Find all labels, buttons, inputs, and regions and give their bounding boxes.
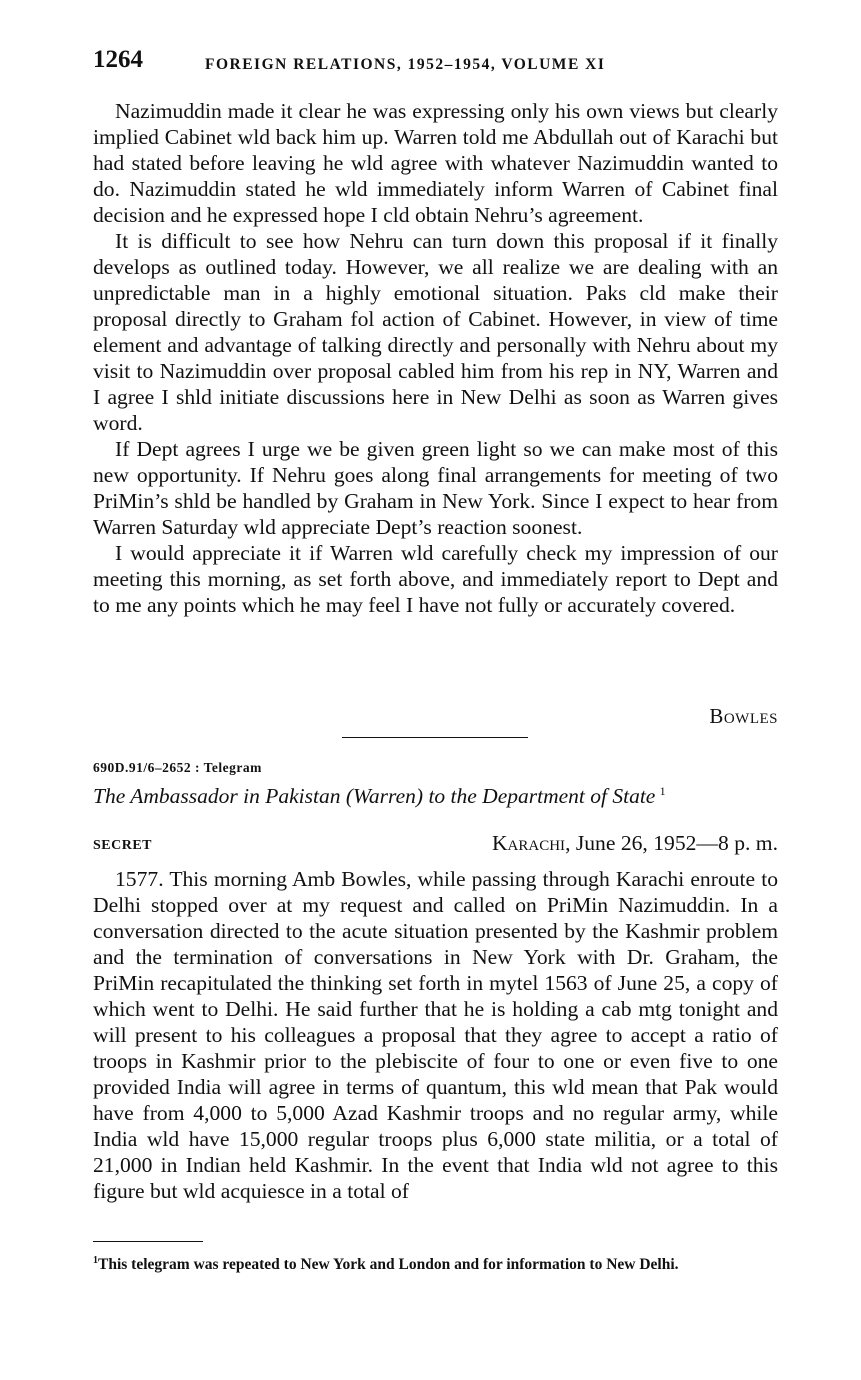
dateline-date: , June 26, 1952—8 p. m. xyxy=(565,831,778,855)
footnote-text: This telegram was repeated to New York and London and for information to New Delhi. xyxy=(98,1256,679,1274)
telegram-body xyxy=(93,866,778,1204)
footnote-marker: 1 xyxy=(659,784,666,798)
footnote xyxy=(93,1251,778,1275)
document-title-text: The Ambassador in Pakistan (Warren) to the Department of State xyxy=(93,784,656,809)
running-head: FOREIGN RELATIONS, 1952–1954, VOLUME XI xyxy=(205,56,606,73)
document-separator xyxy=(342,737,528,738)
document-body-continued xyxy=(93,98,778,618)
footnote-rule xyxy=(93,1241,203,1242)
page-number: 1264 xyxy=(93,46,143,73)
document-title xyxy=(93,784,778,809)
body-paragraph: It is difficult to see how Nehru can turn down this proposal if it finally develops as outlined today. However, we all realize we are dealing with an unpredictable man in a highly emotional situation. Paks cld make their proposal directly to Graham fol action of Cabinet. However, in view of time element and advantage of talking directly and personally with Nehru about my visit to Nazimuddin over proposal cabled him from his rep in NY, Warren and I agree I shld initiate discussions here in New Delhi as soon as Warren gives word. xyxy=(93,229,778,435)
body-paragraph: Nazimuddin made it clear he was expressing only his own views but clearly implied Cabinet wld back him up. Warren told me Abdullah out of Karachi but had stated before leaving he wld agree with whatever Nazimuddin wanted to do. Nazimuddin stated he wld immediately inform Warren of Cabinet final decision and he expressed hope I cld obtain Nehru’s agreement. xyxy=(93,99,778,227)
footnote-number: 1 xyxy=(93,1255,98,1266)
place-date-line xyxy=(492,831,778,856)
file-reference: 690D.91/6–2652 : Telegram xyxy=(93,760,262,775)
page-header xyxy=(93,46,778,76)
body-paragraph: If Dept agrees I urge we be given green light so we can make most of this new opportunity. If Nehru goes along final arrangements for meeting of two PriMin’s shld be handled by Graham in New York. Since I expect to hear from Warren Saturday wld appreciate Dept’s reaction soonest. xyxy=(93,437,778,539)
dateline-place: Karachi xyxy=(491,831,566,855)
signature: Bowles xyxy=(709,704,778,728)
classification-label: SECRET xyxy=(93,838,153,853)
body-paragraph: I would appreciate it if Warren wld carefully check my impression of our meeting this morning, as set forth above, and immediately report to Dept and to me any points which he may feel I have not fully or accurately covered. xyxy=(93,541,778,617)
body-paragraph: 1577. This morning Amb Bowles, while passing through Karachi enroute to Delhi stopped over at my request and called on PriMin Nazimuddin. In a conversation directed to the acute situation presented by the Kashmir problem and the termination of conversations in New York with Dr. Graham, the PriMin recapitulated the thinking set forth in mytel 1563 of June 25, a copy of which went to Delhi. He said further that he is holding a cab mtg tonight and will present to his colleagues a proposal that they agree to accept a ratio of troops in Kashmir prior to the plebiscite of four to one or even five to one provided India will agree in terms of quantum, this wld mean that Pak would have from 4,000 to 5,000 Azad Kashmir troops and no regular army, while India wld have 15,000 regular troops plus 6,000 state militia, or a total of 21,000 in Indian held Kashmir. In the event that India wld not agree to this figure but wld acquiesce in a total of xyxy=(93,867,778,1203)
